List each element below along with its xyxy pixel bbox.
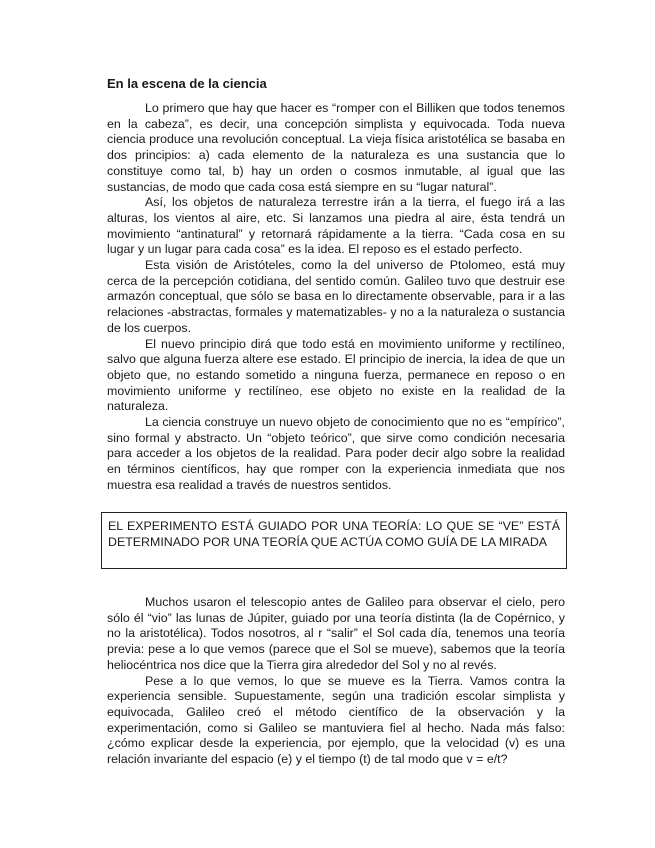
- paragraph: Así, los objetos de naturaleza terrestre irán a la tierra, el fuego irá a las alturas, los vientos al aire, etc. Si lanzamos una piedra al aire, ésta tendrá un movimiento “antinatural” y retornará rápidamente a la tierra. “Cada cosa en su lugar y un lugar para cada cosa” es la idea. El reposo es el estado perfecto.: [107, 195, 565, 257]
- callout-box: [101, 512, 567, 569]
- paragraph: El nuevo principio dirá que todo está en movimiento uniforme y rectilíneo, salvo que alguna fuerza altere ese estado. El principio de inercia, la idea de que un objeto que, no estando sometido a ninguna fuerza, permanece en reposo o en movimiento uniforme y rectilíneo, ese objeto no existe en la realidad de la naturaleza.: [107, 336, 565, 414]
- paragraph: Pese a lo que vemos, lo que se mueve es la Tierra. Vamos contra la experiencia sensible. Supuestamente, según una tradición escolar simplista y equivocada, Galileo creó el método científico de la observación y la experimentación, como si Galileo se mantuviera fiel al hecho. Nada más falso: ¿cómo explicar desde la experiencia, por ejemplo, que la velocidad (v) es una relación invariante del espacio (e) y el tiempo (t) de tal modo que v = e/t?: [107, 673, 565, 767]
- paragraph: La ciencia construye un nuevo objeto de conocimiento que no es “empírico”, sino formal y abstracto. Un “objeto teórico”, que sirve como condición necesaria para acceder a los objetos de la realidad. Para poder decir algo sobre la realidad en términos científicos, hay que romper con la experiencia inmediata que nos muestra esa realidad a través de nuestros sentidos.: [107, 415, 565, 492]
- callout-text: EL EXPERIMENTO ESTÁ GUIADO POR UNA TEORÍA: LO QUE SE “VE” ESTÁ DETERMINADO POR UNA TEORÍA QUE ACTÚA COMO GUÍA DE LA MIRADA: [108, 519, 560, 549]
- section-heading: En la escena de la ciencia: [107, 76, 267, 91]
- body-text-top: [107, 101, 565, 494]
- body-text-bottom: [107, 595, 565, 768]
- paragraph: Muchos usaron el telescopio antes de Galileo para observar el cielo, pero sólo él “vio” las lunas de Júpiter, guiado por una teoría distinta (la de Copérnico, y no la aristotélica). Todos nosotros, al r “salir” el Sol cada día, tenemos una teoría previa: pese a lo que vemos (parece que el Sol se mueve), sabemos que la teoría heliocéntrica nos dice que la Tierra gira alrededor del Sol y no al revés.: [107, 595, 565, 672]
- paragraph: Esta visión de Aristóteles, como la del universo de Ptolomeo, está muy cerca de la percepción cotidiana, del sentido común. Galileo tuvo que destruir ese armazón conceptual, que sólo se basa en lo directamente observable, para ir a las relaciones -abstractas, formales y matematizables- y no a la naturaleza o sustancia de los cuerpos.: [107, 258, 565, 335]
- paragraph: Lo primero que hay que hacer es “romper con el Billiken que todos tenemos en la cabeza”, es decir, una concepción simplista y equivocada. Toda nueva ciencia produce una revolución conceptual. La vieja física aristotélica se basaba en dos principios: a) cada elemento de la naturaleza es una sustancia que lo constituye como tal, b) hay un orden o cosmos inmutable, al igual que las sustancias, de modo que cada cosa está siempre en su “lugar natural”.: [107, 101, 565, 194]
